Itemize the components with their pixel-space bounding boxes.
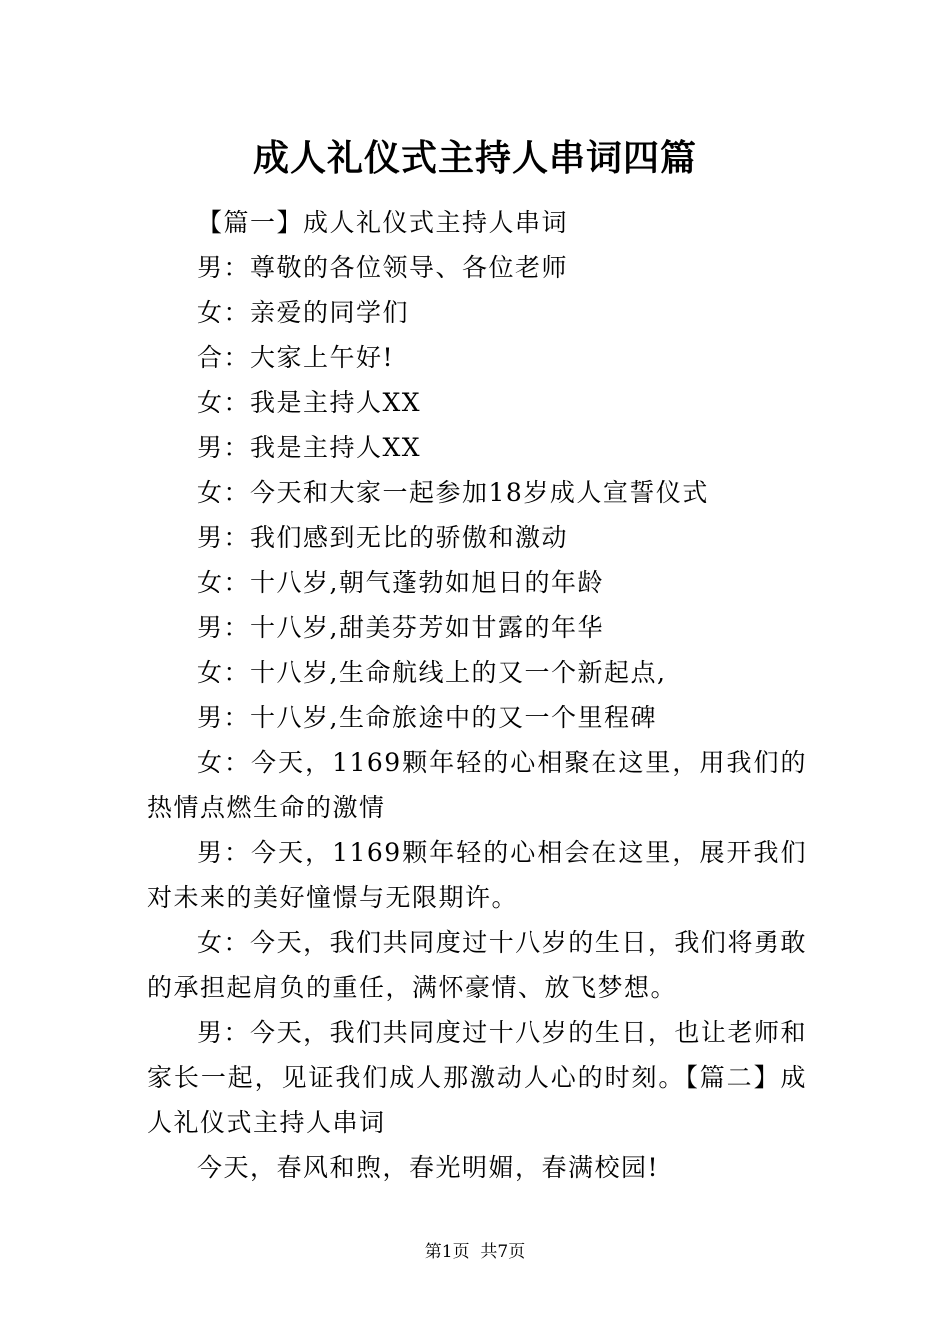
paragraph-line: 女：今天，1169颗年轻的心相聚在这里，用我们的热情点燃生命的激情 — [147, 748, 807, 822]
document-body — [147, 200, 807, 1190]
paragraph-line: 男：今天，我们共同度过十八岁的生日，也让老师和家长一起，见证我们成人那激动人心的时刻。【篇二】成人礼仪式主持人串词 — [147, 1018, 807, 1137]
paragraph-line: 男：我们感到无比的骄傲和激动 — [197, 523, 569, 552]
paragraph-line: 男：尊敬的各位领导、各位老师 — [197, 253, 569, 282]
paragraph-line: 今天，春风和煦，春光明媚，春满校园! — [197, 1153, 660, 1182]
page-total: 共7页 — [480, 1242, 526, 1262]
document-title: 成人礼仪式主持人串词四篇 — [252, 137, 697, 179]
paragraph-line: 女：十八岁,朝气蓬勃如旭日的年龄 — [197, 568, 604, 597]
paragraph-line: 女：十八岁,生命航线上的又一个新起点, — [197, 658, 667, 687]
paragraph-line: 男：我是主持人XX — [197, 433, 422, 462]
paragraph-section-heading-1: 【篇一】成人礼仪式主持人串词 — [197, 208, 569, 237]
page-number: 第1页 — [424, 1242, 470, 1262]
paragraph-line: 女：今天和大家一起参加18岁成人宣誓仪式 — [197, 478, 709, 507]
paragraph-line: 女：今天，我们共同度过十八岁的生日，我们将勇敢的承担起肩负的重任，满怀豪情、放飞梦想。 — [147, 928, 807, 1002]
paragraph-line: 男：十八岁,甜美芬芳如甘露的年华 — [197, 613, 604, 642]
paragraph-line: 合：大家上午好! — [197, 343, 395, 372]
paragraph-line: 男：今天，1169颗年轻的心相会在这里，展开我们对未来的美好憧憬与无限期许。 — [147, 838, 807, 912]
paragraph-line: 女：亲爱的同学们 — [197, 298, 410, 327]
page-footer — [0, 1240, 950, 1264]
paragraph-line: 女：我是主持人XX — [197, 388, 422, 417]
paragraph-line: 男：十八岁,生命旅途中的又一个里程碑 — [197, 703, 657, 732]
